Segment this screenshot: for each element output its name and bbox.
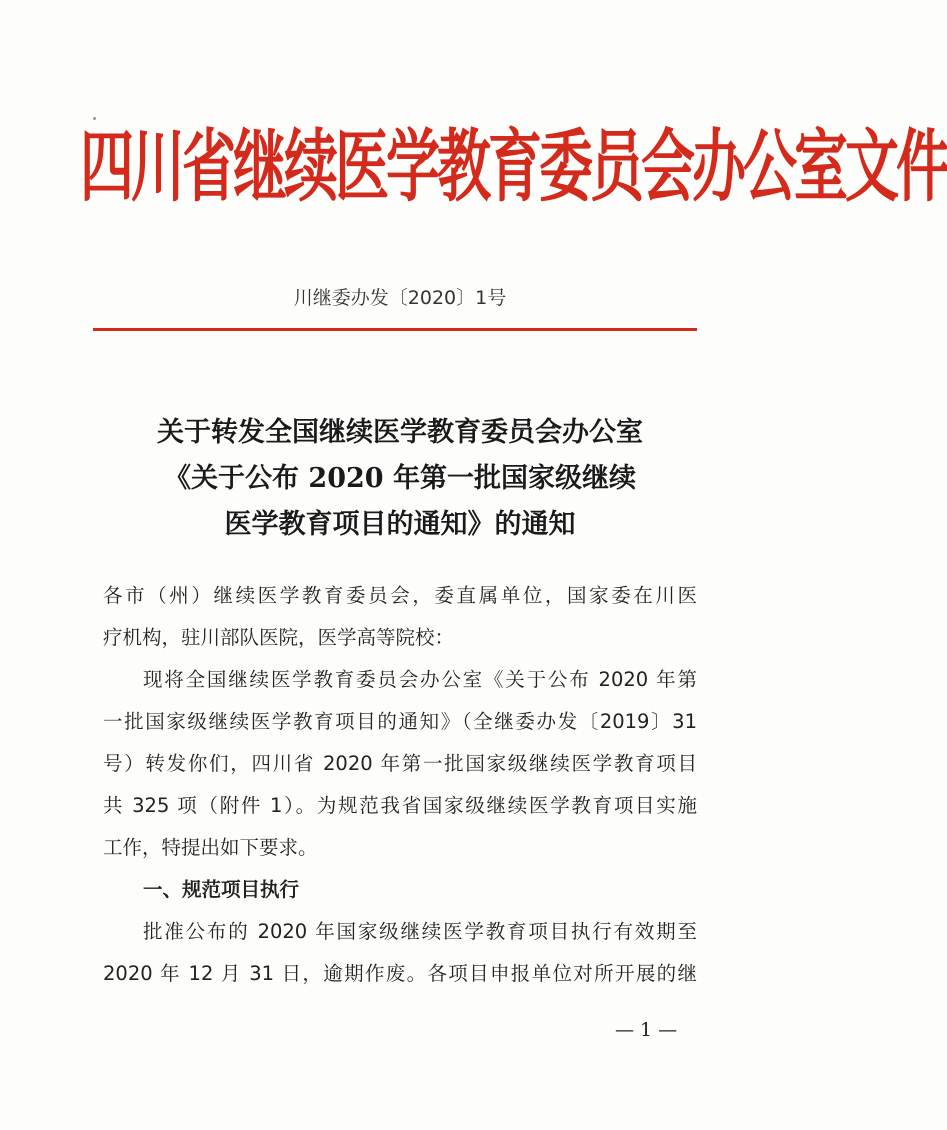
section-heading: 一、规范项目执行 bbox=[143, 878, 300, 901]
red-divider-line bbox=[93, 328, 697, 331]
body-line: 号）转发你们，四川省 2020 年第一批国家级继续医学教育项目 bbox=[103, 752, 697, 775]
issuer-title: 四川省继续医学教育委员会办公室文件 bbox=[80, 119, 947, 213]
body-line: 2020 年 12 月 31 日，逾期作废。各项目申报单位对所开展的继 bbox=[103, 962, 697, 985]
page-number: — 1 — bbox=[615, 1019, 678, 1041]
body-line: 一批国家级继续医学教育项目的通知》（全继委办发〔2019〕31 bbox=[103, 710, 697, 733]
body-line: 批准公布的 2020 年国家级继续医学教育项目执行有效期至 bbox=[143, 920, 697, 943]
body-line: 疗机构，驻川部队医院，医学高等院校： bbox=[103, 626, 455, 649]
body-line: 工作，特提出如下要求。 bbox=[103, 836, 318, 859]
title-line-1: 关于转发全国继续医学教育委员会办公室 bbox=[157, 417, 643, 448]
title-line-3: 医学教育项目的通知》的通知 bbox=[224, 509, 576, 540]
title-line-2: 《关于公布 2020 年第一批国家级继续 bbox=[164, 463, 636, 494]
body-line: 各市（州）继续医学教育委员会，委直属单位，国家委在川医 bbox=[103, 584, 697, 607]
document-body bbox=[103, 575, 697, 995]
body-line: 共 325 项（附件 1）。为规范我省国家级继续医学教育项目实施 bbox=[103, 794, 697, 817]
document-number: 川继委办发〔2020〕1号 bbox=[293, 287, 507, 309]
body-line: 现将全国继续医学教育委员会办公室《关于公布 2020 年第 bbox=[143, 668, 697, 691]
notice-title bbox=[60, 410, 740, 548]
